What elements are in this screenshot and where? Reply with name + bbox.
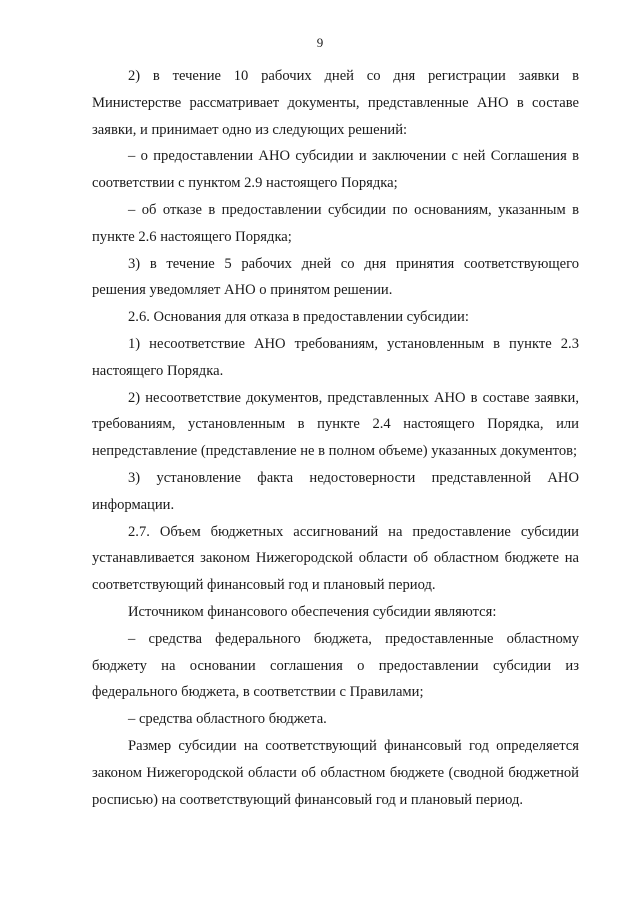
page-number: 9 [316,35,324,50]
paragraph-refusal-reason-1: 1) несоответствие АНО требованиям, установленным в пункте 2.3 настоящего Порядка. [92,335,579,379]
paragraph-decision-refuse: – об отказе в предоставлении субсидии по основаниям, указанным в пункте 2.6 настоящего Порядка; [92,201,579,245]
paragraph-refusal-reason-2: 2) несоответствие документов, представленных АНО в составе заявки, требованиям, установленным в пункте 2.4 настоящего Порядка, или непредставление (представление не в полном объеме) указанных документов; [92,389,579,460]
document-body [92,63,579,813]
paragraph-federal-funds: – средства федерального бюджета, предоставленные областному бюджету на основании соглашения о предоставлении субсидии из федерального бюджета, в соответствии с Правилами; [92,630,579,701]
paragraph-refusal-reason-3: 3) установление факта недостоверности представленной АНО информации. [92,469,579,513]
section-heading-2-6: 2.6. Основания для отказа в предоставлении субсидии: [128,309,469,326]
paragraph-funding-sources: Источником финансового обеспечения субсидии являются: [128,603,497,620]
paragraph-decision-grant: – о предоставлении АНО субсидии и заключении с ней Соглашения в соответствии с пунктом 2.9 настоящего Порядка; [92,148,579,192]
paragraph-regional-funds: – средства областного бюджета. [128,711,327,728]
paragraph-subsidy-amount: Размер субсидии на соответствующий финансовый год определяется законом Нижегородской области об областном бюджете (сводной бюджетной росписью) на соответствующий финансовый год и плановый период. [92,737,579,808]
paragraph-review-decision: 2) в течение 10 рабочих дней со дня регистрации заявки в Министерстве рассматривает документы, представленные АНО в составе заявки, и принимает одно из следующих решений: [92,68,579,138]
paragraph-notification: 3) в течение 5 рабочих дней со дня принятия соответствующего решения уведомляет АНО о принятом решении. [92,255,579,299]
section-paragraph-2-7: 2.7. Объем бюджетных ассигнований на предоставление субсидии устанавливается законом Нижегородской области об областном бюджете на соответствующий финансовый год и плановый период. [92,523,579,594]
